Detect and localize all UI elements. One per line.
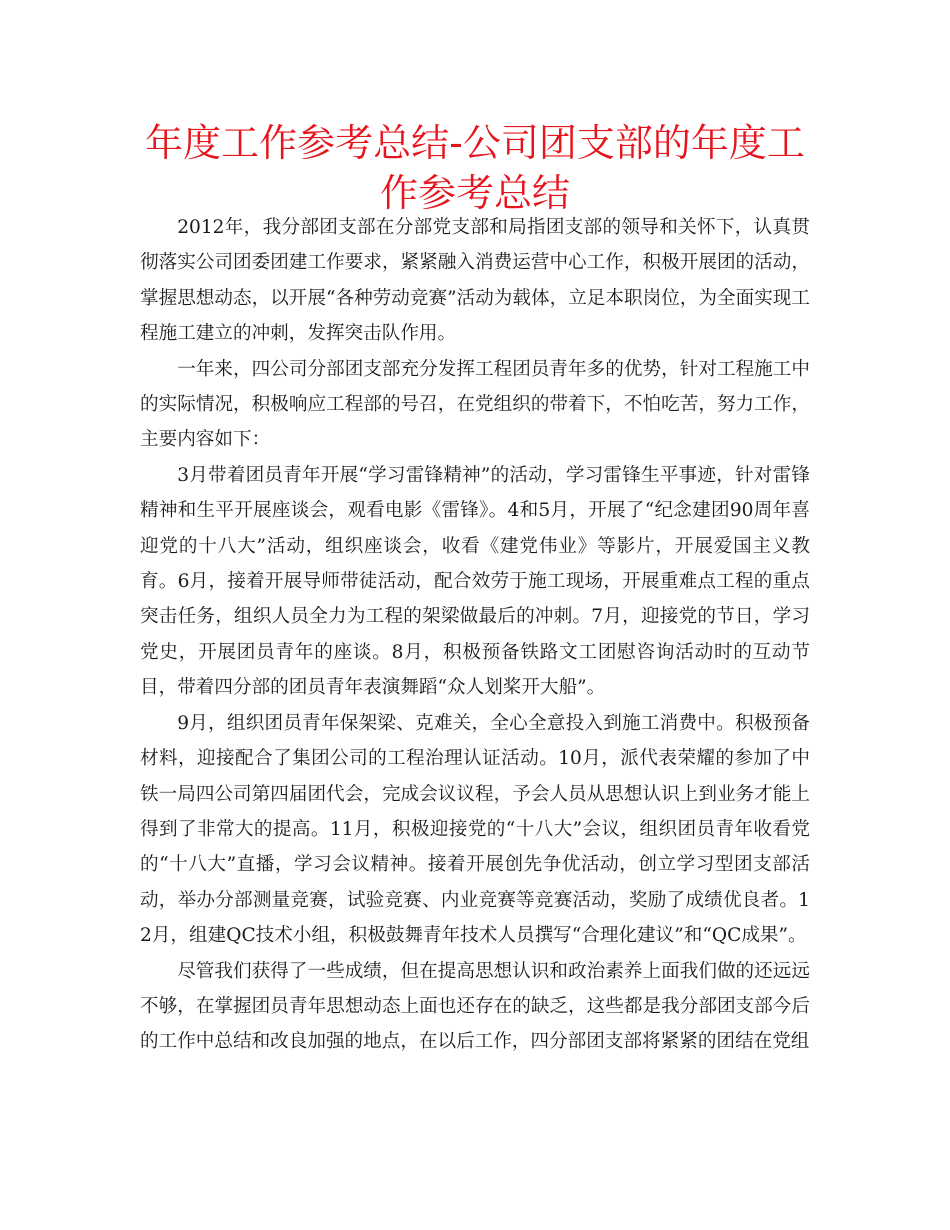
paragraph-shortcomings: 尽管我们获得了一些成绩，但在提高思想认识和政治素养上面我们做的还远远不够，在掌握团员青年思想动态上面也还存在的缺乏，这些都是我分部团支部今后的工作中总结和改良加强的地点，在以后工作，四分部团支部将紧紧的团结在党组: [140, 960, 810, 1053]
paragraph-september-december: 9月，组织团员青年保架梁、克难关，全心全意投入到施工消费中。积极预备材料，迎接配合了集团公司的工程治理认证活动。10月，派代表荣耀的参加了中铁一局四公司第四届团代会，完成会议议程，予会人员从思想认识上到业务才能上得到了非常大的提高。11月，积极迎接党的“十八大”会议，组织团员青年收看党的“十八大”直播，学习会议精神。接着开展创先争优活动，创立学习型团支部活动，举办分部测量竞赛，试验竞赛、内业竞赛等竞赛活动，奖励了成绩优良者。12月，组建QC技术小组，积极鼓舞青年技术人员撰写“合理化建议”和“QC成果”。: [140, 712, 810, 947]
paragraph-march-august: 3月带着团员青年开展“学习雷锋精神”的活动，学习雷锋生平事迹，针对雷锋精神和生平开展座谈会，观看电影《雷锋》。4和5月，开展了“纪念建团90周年喜迎党的十八大”活动，组织座谈会，收看《建党伟业》等影片，开展爱国主义教育。6月，接着开展导师带徒活动，配合效劳于施工现场，开展重难点工程的重点突击任务，组织人员全力为工程的架梁做最后的冲刺。7月，迎接党的节日，学习党史，开展团员青年的座谈。8月，积极预备铁路文工团慰咨询活动时的互动节目，带着四分部的团员青年表演舞蹈“众人划桨开大船”。: [140, 464, 810, 699]
document-body: [140, 210, 810, 1060]
document-title: 年度工作参考总结-公司团支部的年度工作参考总结: [145, 121, 805, 215]
paragraph-intro: 2012年，我分部团支部在分部党支部和局指团支部的领导和关怀下，认真贯彻落实公司团委团建工作要求，紧紧融入消费运营中心工作，积极开展团的活动，掌握思想动态，以开展“各种劳动竞赛”活动为载体，立足本职岗位，为全面实现工程施工建立的冲刺，发挥突击队作用。: [140, 217, 810, 345]
paragraph-overview: 一年来，四公司分部团支部充分发挥工程团员青年多的优势，针对工程施工中的实际情况，积极响应工程部的号召，在党组织的带着下，不怕吃苦，努力工作，主要内容如下：: [140, 358, 810, 451]
